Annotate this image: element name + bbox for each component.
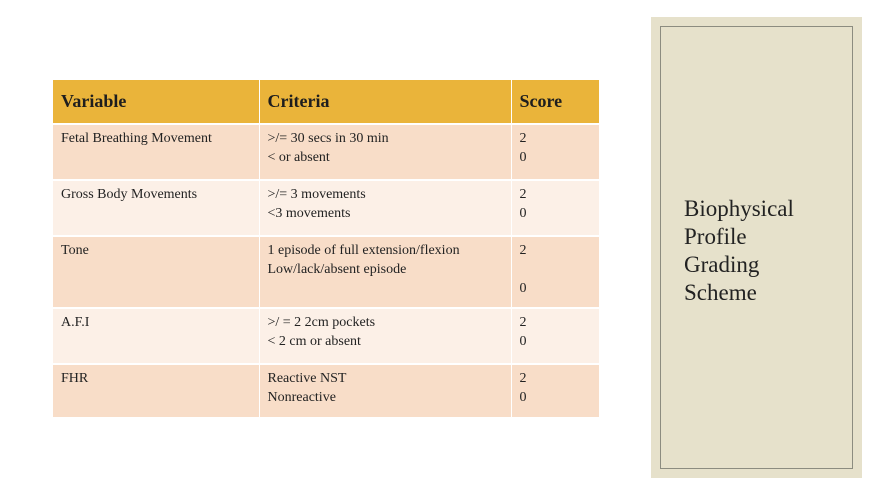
title-line: Grading (684, 252, 760, 277)
cell-score: 2 0 (511, 308, 599, 364)
table-row (53, 124, 599, 180)
cell-variable: Gross Body Movements (53, 180, 259, 236)
cell-score: 2 0 (511, 124, 599, 180)
title-line: Scheme (684, 280, 757, 305)
cell-variable: Fetal Breathing Movement (53, 124, 259, 180)
slide-title (684, 195, 844, 307)
cell-criteria: >/= 30 secs in 30 min < or absent (259, 124, 511, 180)
table-row (53, 180, 599, 236)
cell-score: 2 0 (511, 364, 599, 418)
table-header-row (53, 80, 599, 124)
cell-variable: Tone (53, 236, 259, 308)
cell-criteria: Reactive NST Nonreactive (259, 364, 511, 418)
title-line: Biophysical (684, 196, 794, 221)
header-score: Score (511, 80, 599, 124)
cell-score: 2 0 (511, 236, 599, 308)
table-row (53, 236, 599, 308)
header-variable: Variable (53, 80, 259, 124)
cell-score: 2 0 (511, 180, 599, 236)
table-row (53, 364, 599, 418)
title-line: Profile (684, 224, 747, 249)
side-panel (651, 17, 862, 478)
table-row (53, 308, 599, 364)
cell-variable: FHR (53, 364, 259, 418)
grading-table (53, 80, 599, 419)
cell-criteria: >/ = 2 2cm pockets < 2 cm or absent (259, 308, 511, 364)
header-criteria: Criteria (259, 80, 511, 124)
cell-criteria: >/= 3 movements <3 movements (259, 180, 511, 236)
cell-variable: A.F.I (53, 308, 259, 364)
cell-criteria: 1 episode of full extension/flexion Low/lack/absent episode (259, 236, 511, 308)
